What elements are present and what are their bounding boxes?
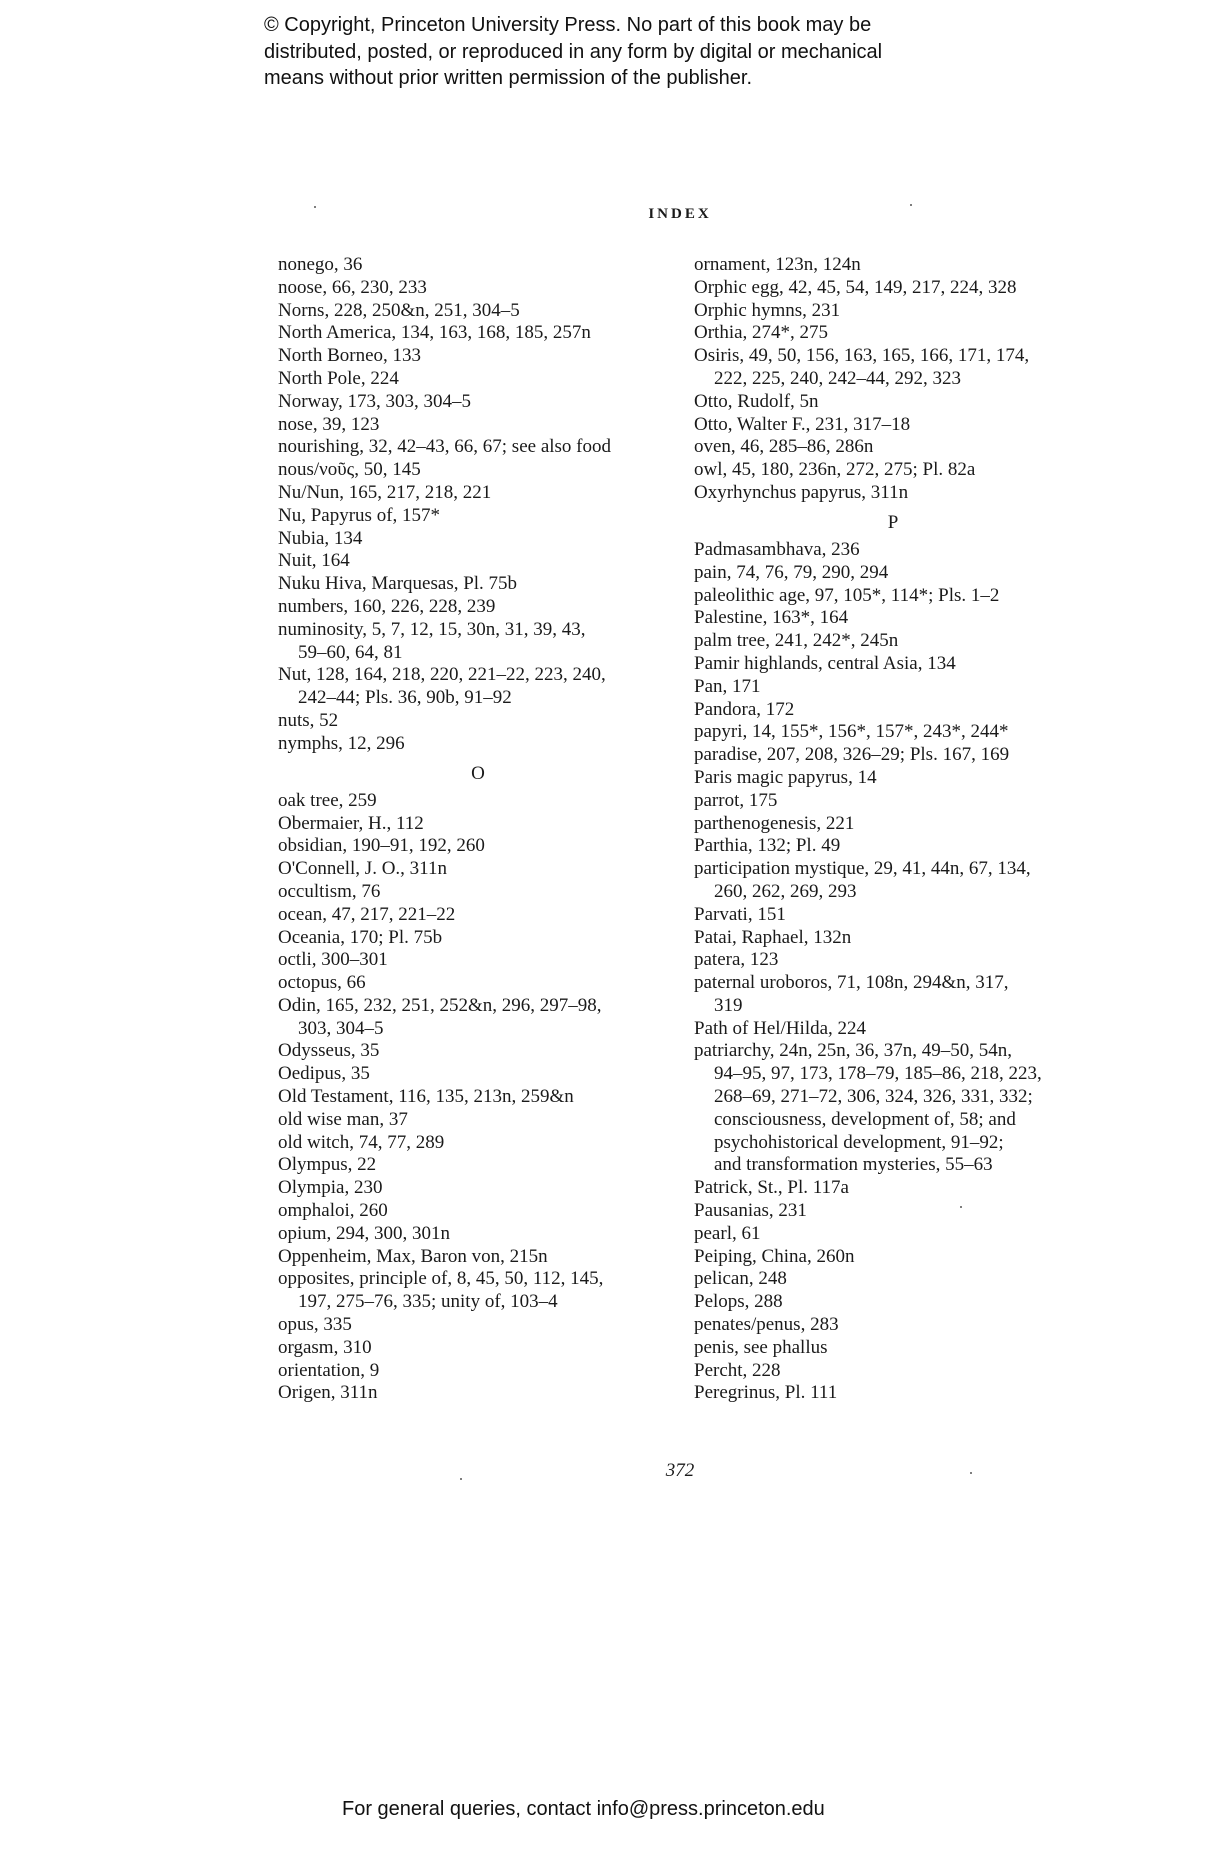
index-entry: Pan, 171	[694, 675, 761, 697]
index-entries-o-continued	[694, 254, 1092, 505]
index-entry: occultism, 76	[278, 880, 381, 902]
copyright-line: means without prior written permission of the publisher.	[264, 67, 753, 89]
index-entry: patera, 123	[694, 949, 779, 971]
index-entry: old witch, 74, 77, 289	[278, 1131, 445, 1153]
index-entry-continuation: 222, 225, 240, 242–44, 292, 323	[714, 367, 961, 389]
index-entry: Osiris, 49, 50, 156, 163, 165, 166, 171, 174,	[694, 345, 1030, 367]
index-entry-continuation: 242–44; Pls. 36, 90b, 91–92	[298, 687, 512, 709]
index-entry: paradise, 207, 208, 326–29; Pls. 167, 169	[694, 744, 1010, 766]
index-entry: noose, 66, 230, 233	[278, 276, 427, 298]
index-entry: Norns, 228, 250&n, 251, 304–5	[278, 299, 520, 321]
index-entry: opus, 335	[278, 1314, 352, 1336]
index-entry: O'Connell, J. O., 311n	[278, 858, 447, 880]
index-entry: Parthia, 132; Pl. 49	[694, 835, 841, 857]
index-entry: papyri, 14, 155*, 156*, 157*, 243*, 244*	[694, 721, 1009, 743]
index-entry: Nu/Nun, 165, 217, 218, 221	[278, 481, 492, 503]
index-entry-continuation: and transformation mysteries, 55–63	[714, 1154, 993, 1176]
index-entry: Nubia, 134	[278, 527, 363, 549]
index-entry: owl, 45, 180, 236n, 272, 275; Pl. 82a	[694, 459, 976, 481]
index-entry: ocean, 47, 217, 221–22	[278, 903, 456, 925]
footer-contact: For general queries, contact info@press.princeton.edu	[342, 1798, 825, 1820]
index-column-right	[694, 254, 1092, 1405]
index-entry: Patrick, St., Pl. 117a	[694, 1177, 849, 1199]
index-entry: orgasm, 310	[278, 1336, 372, 1358]
index-entry: North Pole, 224	[278, 367, 399, 389]
index-entry-continuation: psychohistorical development, 91–92;	[714, 1131, 1004, 1153]
index-entry: Norway, 173, 303, 304–5	[278, 390, 471, 412]
index-entry: nuts, 52	[278, 709, 339, 731]
index-entry: nourishing, 32, 42–43, 66, 67; see also food	[278, 436, 612, 458]
index-entry: oak tree, 259	[278, 789, 377, 811]
index-entry: Path of Hel/Hilda, 224	[694, 1017, 867, 1039]
index-entry: Otto, Rudolf, 5n	[694, 390, 819, 412]
index-entry-continuation: 94–95, 97, 173, 178–79, 185–86, 218, 223,	[714, 1063, 1042, 1085]
index-entry: participation mystique, 29, 41, 44n, 67, 134,	[694, 858, 1031, 880]
print-speck	[960, 1206, 962, 1208]
index-entry: pearl, 61	[694, 1222, 761, 1244]
index-entry: Odysseus, 35	[278, 1040, 380, 1062]
section-letter-p: P	[887, 511, 899, 533]
page-number: 372	[665, 1460, 695, 1481]
index-entry: Pamir highlands, central Asia, 134	[694, 652, 956, 674]
index-entry: Origen, 311n	[278, 1382, 378, 1404]
index-entry: Nuit, 164	[278, 550, 350, 572]
index-entry: Obermaier, H., 112	[278, 812, 424, 834]
index-entry-continuation: consciousness, development of, 58; and	[714, 1108, 1016, 1130]
index-entry: Padmasambhava, 236	[694, 538, 860, 560]
index-entries-n	[278, 254, 678, 756]
index-entries-o	[278, 790, 678, 1406]
index-entry: patriarchy, 24n, 25n, 36, 37n, 49–50, 54n,	[694, 1040, 1013, 1062]
index-entry-continuation: 260, 262, 269, 293	[714, 880, 857, 902]
print-speck	[970, 1472, 972, 1474]
index-entry: pelican, 248	[694, 1268, 787, 1290]
copyright-line: © Copyright, Princeton University Press. No part of this book may be	[264, 14, 872, 36]
index-entry: nymphs, 12, 296	[278, 732, 405, 754]
index-entry: Parvati, 151	[694, 903, 786, 925]
index-entry: Orphic egg, 42, 45, 54, 149, 217, 224, 328	[694, 276, 1017, 298]
index-entry: Pandora, 172	[694, 698, 795, 720]
index-entry-continuation: 268–69, 271–72, 306, 324, 326, 331, 332;	[714, 1086, 1033, 1108]
index-entry: Paris magic papyrus, 14	[694, 766, 877, 788]
index-entry: omphaloi, 260	[278, 1200, 388, 1222]
index-entry: Palestine, 163*, 164	[694, 607, 849, 629]
index-entry: obsidian, 190–91, 192, 260	[278, 835, 485, 857]
index-entry: octopus, 66	[278, 972, 366, 994]
index-entry-continuation: 197, 275–76, 335; unity of, 103–4	[298, 1291, 558, 1313]
index-entry: orientation, 9	[278, 1359, 380, 1381]
index-entry-continuation: 59–60, 64, 81	[298, 641, 403, 663]
index-entry: Nut, 128, 164, 218, 220, 221–22, 223, 240,	[278, 664, 606, 686]
print-speck	[460, 1478, 462, 1480]
index-entry: Oppenheim, Max, Baron von, 215n	[278, 1245, 548, 1267]
index-entry: Pausanias, 231	[694, 1200, 807, 1222]
index-entry: paleolithic age, 97, 105*, 114*; Pls. 1–2	[694, 584, 1000, 606]
index-entry: Patai, Raphael, 132n	[694, 926, 852, 948]
index-entry: penis, see phallus	[694, 1336, 828, 1358]
index-entry: octli, 300–301	[278, 949, 388, 971]
index-entry: opium, 294, 300, 301n	[278, 1222, 451, 1244]
copyright-notice	[264, 12, 1024, 92]
index-entry: nonego, 36	[278, 254, 363, 275]
print-speck	[314, 206, 316, 208]
index-entry: Olympus, 22	[278, 1154, 377, 1176]
index-entry: palm tree, 241, 242*, 245n	[694, 630, 899, 652]
index-entry: Oedipus, 35	[278, 1063, 370, 1085]
index-entry: Peregrinus, Pl. 111	[694, 1382, 838, 1404]
index-entry: Pelops, 288	[694, 1291, 783, 1313]
index-entry: parthenogenesis, 221	[694, 812, 855, 834]
index-entry: North Borneo, 133	[278, 345, 422, 367]
index-entry: numbers, 160, 226, 228, 239	[278, 595, 496, 617]
index-entry: Otto, Walter F., 231, 317–18	[694, 413, 911, 435]
copyright-line: distributed, posted, or reproduced in any form by digital or mechanical	[264, 40, 883, 63]
index-entry: Orphic hymns, 231	[694, 299, 841, 321]
index-entry-continuation: 303, 304–5	[298, 1017, 384, 1039]
section-letter-o: O	[471, 762, 485, 784]
index-entry: Nu, Papyrus of, 157*	[278, 504, 441, 526]
index-entry: Oceania, 170; Pl. 75b	[278, 926, 443, 948]
index-entry: paternal uroboros, 71, 108n, 294&n, 317,	[694, 972, 1009, 994]
index-entries-p	[694, 539, 1092, 1405]
index-entry: nose, 39, 123	[278, 413, 380, 435]
index-entry: Percht, 228	[694, 1359, 781, 1381]
index-entry: numinosity, 5, 7, 12, 15, 30n, 31, 39, 43,	[278, 618, 586, 640]
index-entry: nous/νοῦς, 50, 145	[278, 459, 421, 481]
index-entry: North America, 134, 163, 168, 185, 257n	[278, 322, 591, 344]
index-entry: Nuku Hiva, Marquesas, Pl. 75b	[278, 573, 518, 595]
index-entry: Orthia, 274*, 275	[694, 322, 829, 344]
index-entry: opposites, principle of, 8, 45, 50, 112, 145,	[278, 1268, 604, 1290]
index-entry: ornament, 123n, 124n	[694, 254, 861, 275]
running-head: INDEX	[648, 206, 712, 222]
index-entry: oven, 46, 285–86, 286n	[694, 436, 874, 458]
index-entry: Olympia, 230	[278, 1177, 383, 1199]
index-entry: old wise man, 37	[278, 1108, 408, 1130]
index-entry: parrot, 175	[694, 789, 778, 811]
index-entry: Old Testament, 116, 135, 213n, 259&n	[278, 1086, 574, 1108]
index-entry: penates/penus, 283	[694, 1314, 839, 1336]
index-entry: Odin, 165, 232, 251, 252&n, 296, 297–98,	[278, 994, 602, 1016]
index-column-left	[278, 254, 678, 1405]
index-entry-continuation: 319	[714, 994, 743, 1016]
print-speck	[910, 204, 912, 206]
index-entry: pain, 74, 76, 79, 290, 294	[694, 561, 889, 583]
index-entry: Peiping, China, 260n	[694, 1245, 855, 1267]
index-entry: Oxyrhynchus papyrus, 311n	[694, 481, 909, 503]
